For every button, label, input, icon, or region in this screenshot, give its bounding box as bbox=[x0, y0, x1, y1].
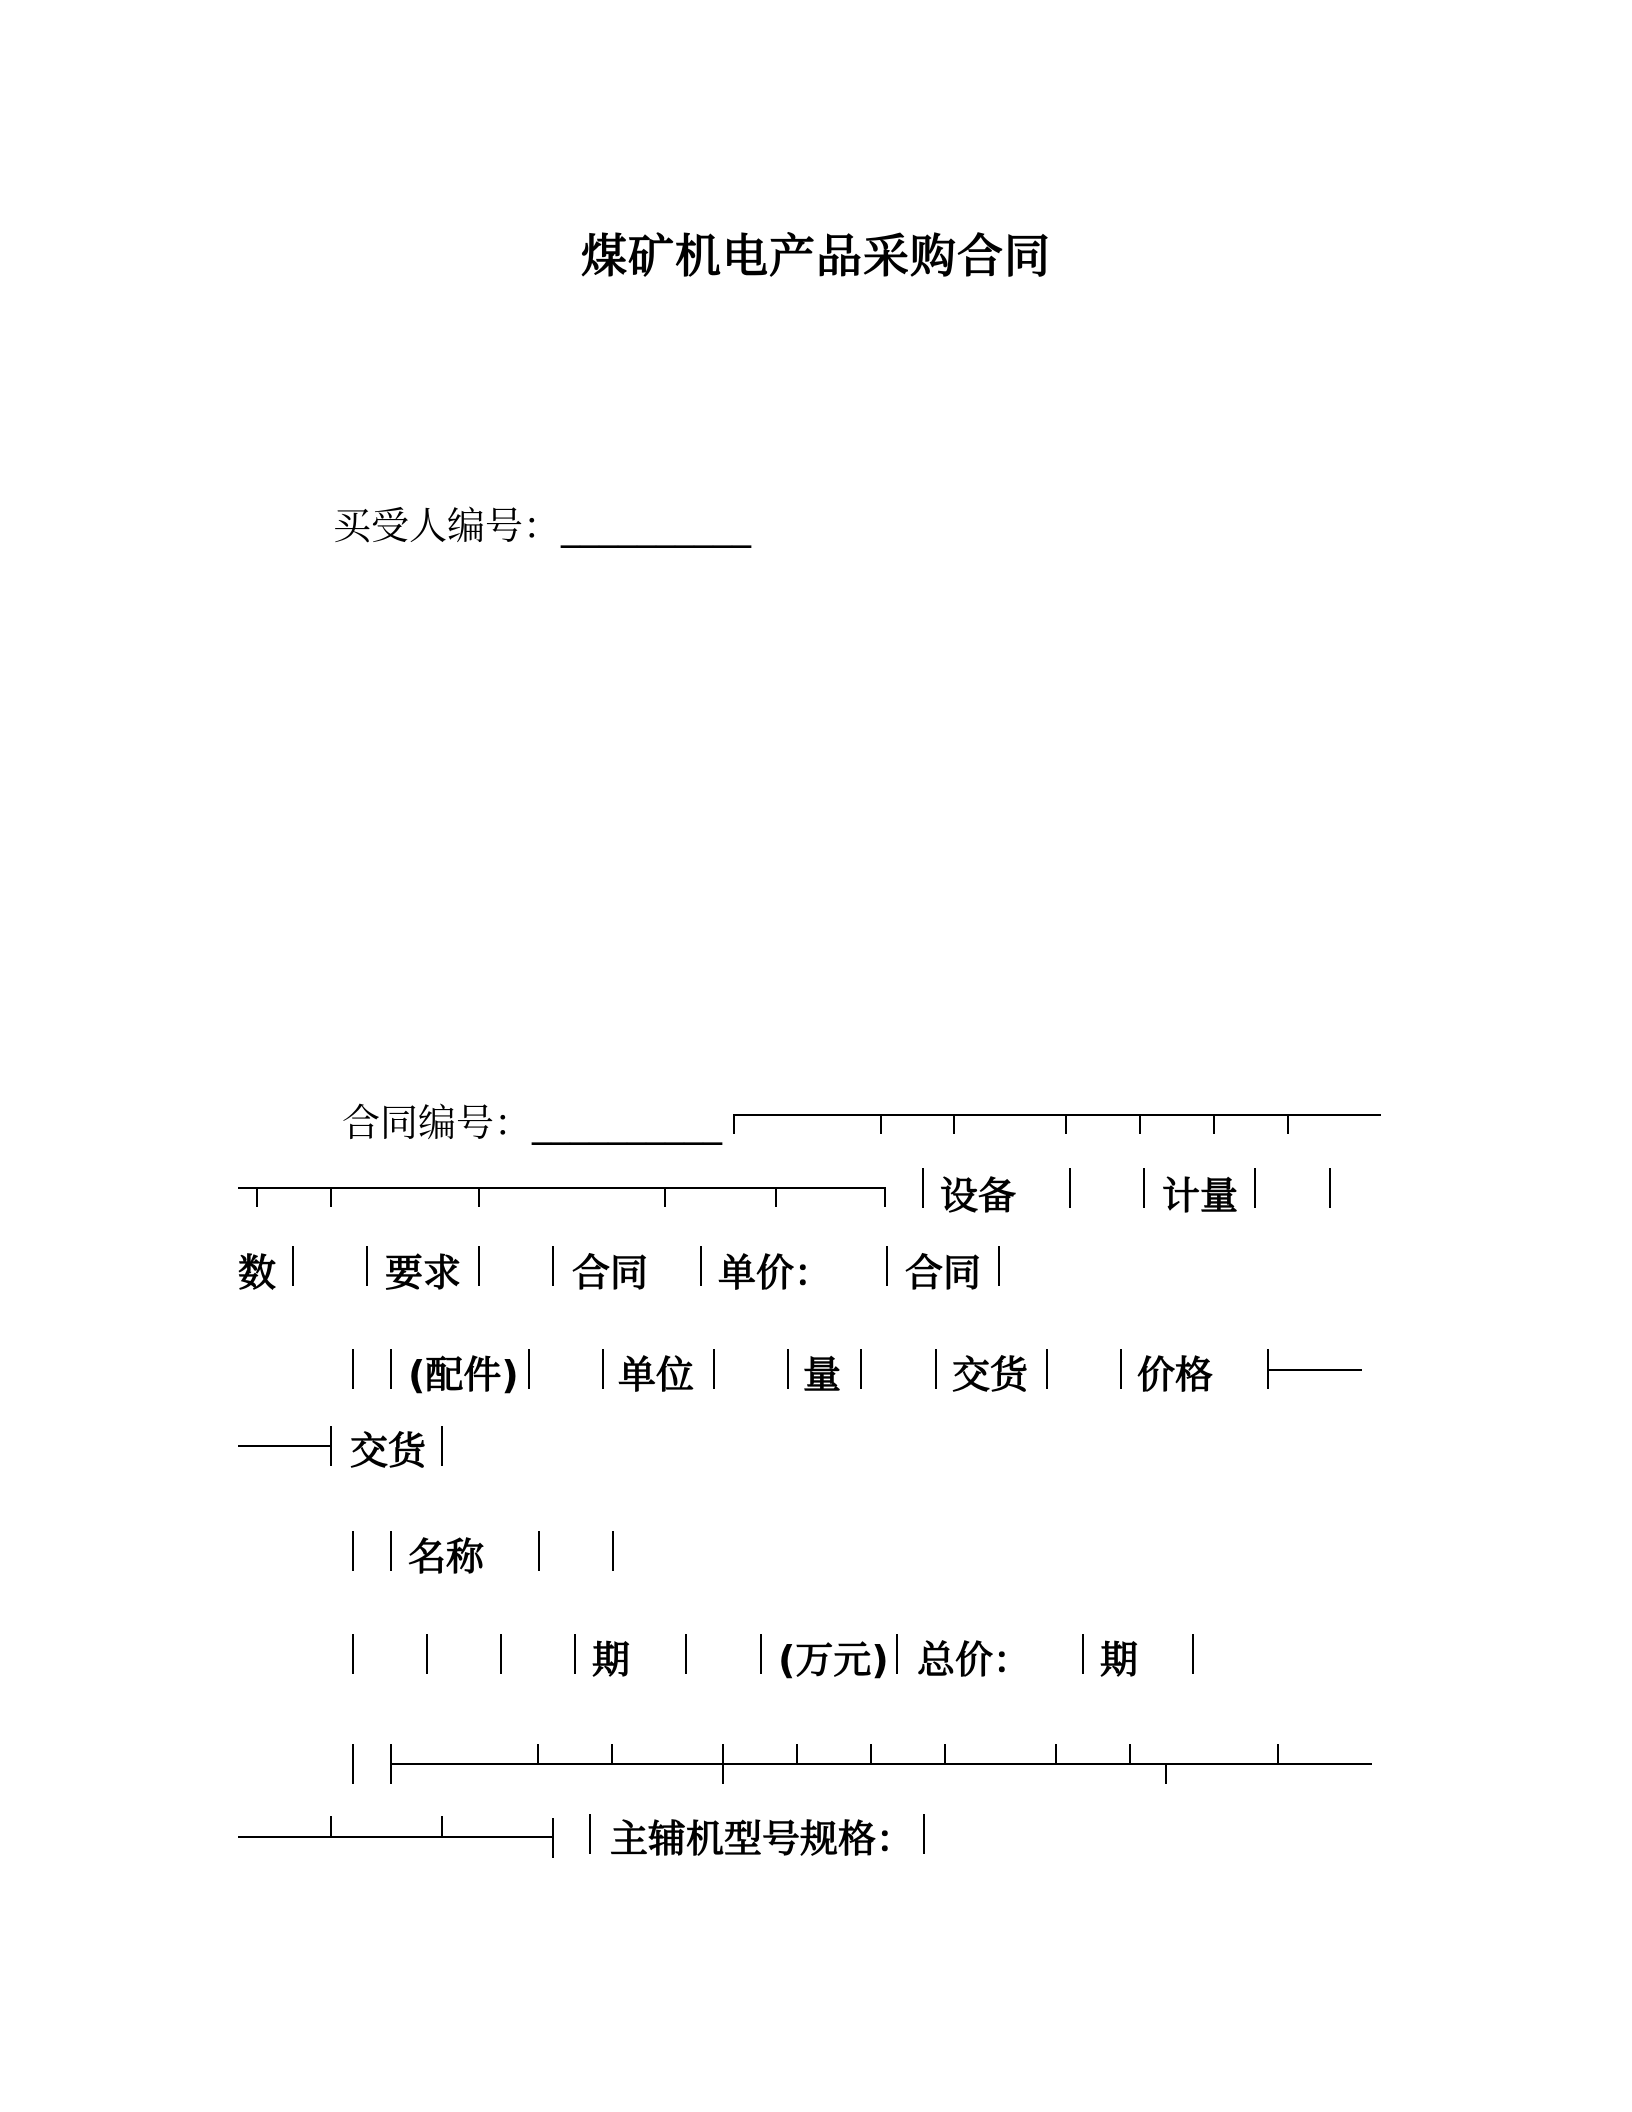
rule-tick bbox=[256, 1187, 258, 1207]
cell-divider bbox=[330, 1426, 332, 1466]
contract-number-label: 合同编号： bbox=[342, 1101, 533, 1145]
cell-period-2: 期 bbox=[1100, 1638, 1139, 1682]
rule-line bbox=[238, 1445, 330, 1447]
cell-divider bbox=[552, 1818, 554, 1858]
cell-divider bbox=[1082, 1634, 1084, 1674]
rule-tick bbox=[1165, 1764, 1167, 1784]
cell-divider bbox=[390, 1349, 392, 1389]
cell-divider bbox=[441, 1426, 443, 1466]
cell-delivery-2: 交货 bbox=[350, 1429, 427, 1473]
cell-divider bbox=[1329, 1168, 1331, 1208]
rule-line bbox=[733, 1114, 1381, 1116]
cell-quantity-prefix: 数 bbox=[238, 1251, 277, 1295]
buyer-number-blank: __________ bbox=[561, 504, 752, 548]
rule-tick bbox=[1287, 1114, 1289, 1134]
rule-tick bbox=[1277, 1744, 1279, 1764]
cell-divider bbox=[700, 1246, 702, 1286]
cell-divider bbox=[1254, 1168, 1256, 1208]
cell-divider bbox=[860, 1349, 862, 1389]
cell-contract-1: 合同 bbox=[572, 1251, 649, 1295]
cell-divider bbox=[998, 1246, 1000, 1286]
cell-divider bbox=[1143, 1168, 1145, 1208]
rule-tick bbox=[944, 1744, 946, 1764]
rule-tick bbox=[1065, 1114, 1067, 1134]
contract-number-field bbox=[342, 1092, 722, 1147]
cell-delivery-1: 交货 bbox=[952, 1353, 1029, 1397]
cell-divider bbox=[352, 1744, 354, 1784]
cell-price: 价格 bbox=[1137, 1353, 1214, 1397]
cell-divider bbox=[760, 1634, 762, 1674]
rule-tick bbox=[537, 1744, 539, 1764]
cell-divider bbox=[426, 1634, 428, 1674]
rule-tick bbox=[664, 1187, 666, 1207]
cell-divider bbox=[352, 1349, 354, 1389]
cell-divider bbox=[922, 1168, 924, 1208]
cell-divider bbox=[478, 1246, 480, 1286]
rule-line bbox=[238, 1836, 553, 1838]
cell-requirement: 要求 bbox=[385, 1251, 462, 1295]
cell-main-aux-model: 主辅机型号规格： bbox=[610, 1817, 915, 1861]
rule-tick bbox=[1055, 1744, 1057, 1764]
cell-unit: 单位 bbox=[618, 1353, 695, 1397]
rule-tick bbox=[330, 1816, 332, 1836]
rule-tick bbox=[611, 1744, 613, 1764]
cell-divider bbox=[366, 1246, 368, 1286]
cell-divider bbox=[1120, 1349, 1122, 1389]
cell-divider bbox=[886, 1246, 888, 1286]
rule-line bbox=[238, 1187, 884, 1189]
cell-divider bbox=[292, 1246, 294, 1286]
buyer-number-label: 买受人编号： bbox=[333, 504, 562, 548]
cell-parts: (配件) bbox=[408, 1353, 519, 1397]
cell-total-price: 总价： bbox=[917, 1638, 1032, 1682]
rule-tick bbox=[478, 1187, 480, 1207]
rule-tick bbox=[870, 1744, 872, 1764]
cell-divider bbox=[1192, 1634, 1194, 1674]
cell-divider bbox=[787, 1349, 789, 1389]
rule-tick bbox=[884, 1187, 886, 1207]
cell-device: 设备 bbox=[940, 1174, 1017, 1218]
rule-tick bbox=[441, 1816, 443, 1836]
cell-name: 名称 bbox=[408, 1535, 485, 1579]
cell-divider bbox=[589, 1814, 591, 1854]
cell-divider bbox=[1046, 1349, 1048, 1389]
rule-tick bbox=[880, 1114, 882, 1134]
cell-divider bbox=[352, 1531, 354, 1571]
rule-tick bbox=[775, 1187, 777, 1207]
rule-tick bbox=[733, 1114, 735, 1134]
rule-tick bbox=[1213, 1114, 1215, 1134]
cell-period-1: 期 bbox=[592, 1638, 631, 1682]
cell-divider bbox=[713, 1349, 715, 1389]
cell-divider bbox=[390, 1531, 392, 1571]
cell-divider bbox=[352, 1634, 354, 1674]
rule-line bbox=[1267, 1369, 1362, 1371]
cell-ten-thousand-yuan: (万元) bbox=[778, 1638, 889, 1682]
cell-contract-2: 合同 bbox=[905, 1251, 982, 1295]
cell-divider bbox=[602, 1349, 604, 1389]
document-title: 煤矿机电产品采购合同 bbox=[581, 229, 1051, 283]
cell-amount: 量 bbox=[803, 1353, 842, 1397]
rule-tick bbox=[953, 1114, 955, 1134]
cell-divider bbox=[935, 1349, 937, 1389]
rule-tick bbox=[1139, 1114, 1141, 1134]
cell-divider bbox=[612, 1531, 614, 1571]
cell-divider bbox=[923, 1814, 925, 1854]
cell-unit-of-measure: 计量 bbox=[1162, 1174, 1239, 1218]
cell-divider bbox=[528, 1349, 530, 1389]
cell-divider bbox=[552, 1246, 554, 1286]
cell-divider bbox=[500, 1634, 502, 1674]
cell-divider bbox=[574, 1634, 576, 1674]
cell-divider bbox=[1069, 1168, 1071, 1208]
cell-divider bbox=[896, 1634, 898, 1674]
cell-unit-price: 单价： bbox=[718, 1251, 833, 1295]
cell-divider bbox=[538, 1531, 540, 1571]
rule-tick bbox=[1129, 1744, 1131, 1764]
cell-divider bbox=[685, 1634, 687, 1674]
contract-number-blank: __________ bbox=[532, 1101, 723, 1145]
buyer-number-field bbox=[333, 495, 751, 550]
rule-tick bbox=[330, 1187, 332, 1207]
rule-tick bbox=[796, 1744, 798, 1764]
rule-tick bbox=[722, 1744, 724, 1784]
